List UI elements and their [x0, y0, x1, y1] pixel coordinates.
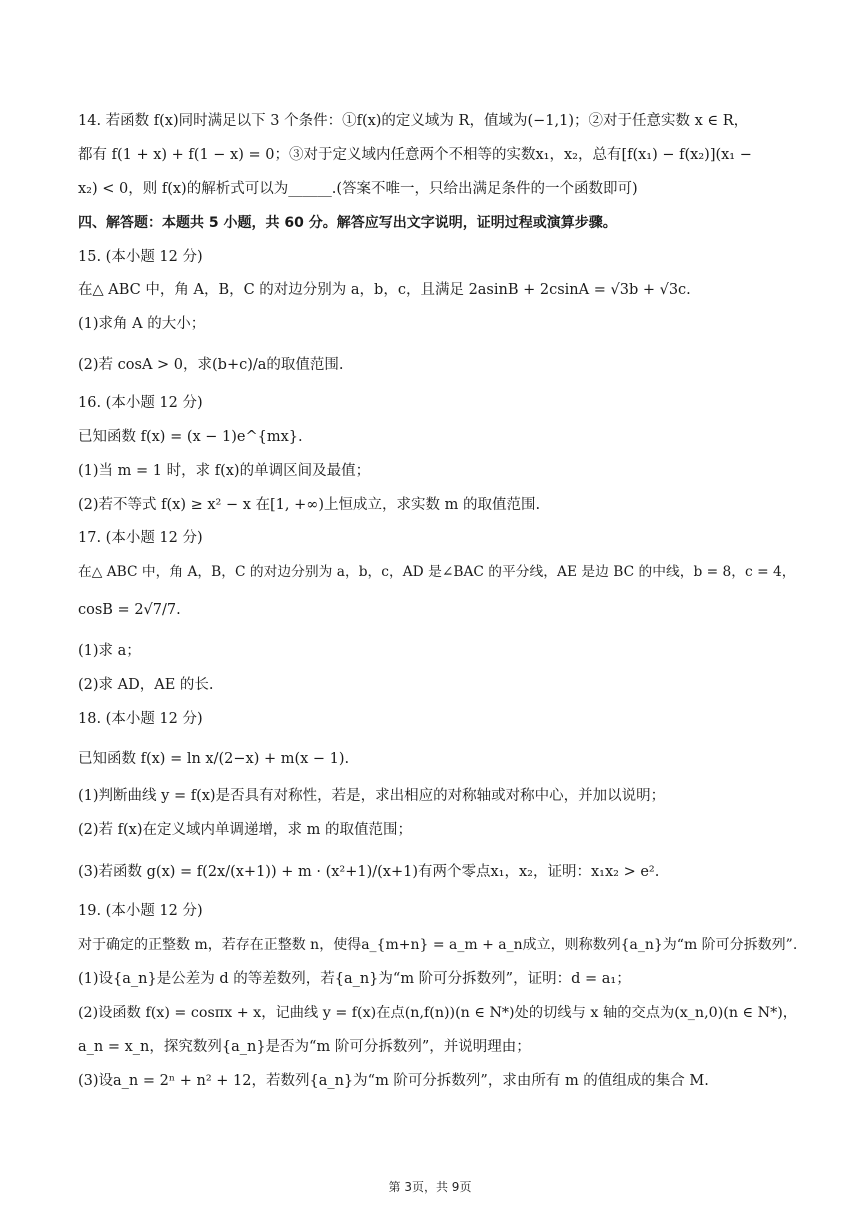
q19-part-1: (1)设{a_n}是公差为 d 的等差数列，若{a_n}为“m 阶可分拆数列”，证明：d = a₁；	[78, 971, 631, 987]
q19-stem: 对于确定的正整数 m，若存在正整数 n，使得a_{m+n} = a_m + a_n成立，则称数列{a_n}为“m 阶可分拆数列”.	[78, 937, 798, 953]
q18-stem: 已知函数 f(x) = ln x/(2−x) + m(x − 1).	[78, 751, 350, 767]
q19-part-2: (2)设函数 f(x) = cosπx + x，记曲线 y = f(x)在点(n,f(n))(n ∈ N*)处的切线与 x 轴的交点为(x_n,0)(n ∈ N*)，	[78, 1005, 798, 1021]
q15-part-1: (1)求角 A 的大小；	[78, 316, 206, 332]
q16-part-2: (2)若不等式 f(x) ≥ x² − x 在[1, +∞)上恒成立，求实数 m 的取值范围.	[78, 497, 541, 513]
q17-stem: 在△ ABC 中，角 A，B，C 的对边分别为 a，b，c，AD 是∠BAC 的平分线，AE 是边 BC 的中线，b = 8，c = 4，	[78, 564, 796, 580]
q19-header: 19. (本小题 12 分)	[78, 903, 203, 919]
q16-part-1: (1)当 m = 1 时，求 f(x)的单调区间及最值；	[78, 463, 371, 479]
q18-part-3: (3)若函数 g(x) = f(2x/(x+1)) + m · (x²+1)/(x+1)有两个零点x₁，x₂，证明：x₁x₂ > e².	[78, 864, 660, 880]
q17-part-1: (1)求 a；	[78, 643, 141, 659]
q19-part-3: (3)设a_n = 2ⁿ + n² + 12，若数列{a_n}为“m 阶可分拆数列”，求由所有 m 的值组成的集合 M.	[78, 1073, 709, 1089]
q17-stem-cont: cosB = 2√7/7.	[78, 602, 181, 618]
q14-line-3: x₂) < 0，则 f(x)的解析式可以为______.(答案不唯一，只给出满足条件的一个函数即可)	[78, 181, 638, 197]
q14-line-1: 14. 若函数 f(x)同时满足以下 3 个条件：①f(x)的定义域为 R，值域为(−1,1)；②对于任意实数 x ∈ R，	[78, 113, 749, 129]
page-footer: 第 3页，共 9页	[388, 1180, 472, 1194]
q19-part-2-cont: a_n = x_n，探究数列{a_n}是否为“m 阶可分拆数列”，并说明理由；	[78, 1039, 531, 1055]
q18-part-1: (1)判断曲线 y = f(x)是否具有对称性，若是，求出相应的对称轴或对称中心，并加以说明；	[78, 788, 666, 804]
q17-header: 17. (本小题 12 分)	[78, 530, 203, 546]
q18-header: 18. (本小题 12 分)	[78, 711, 203, 727]
q16-stem: 已知函数 f(x) = (x − 1)e^{mx}.	[78, 429, 303, 445]
q15-header: 15. (本小题 12 分)	[78, 249, 203, 265]
section-heading: 四、解答题：本题共 5 小题，共 60 分。解答应写出文字说明，证明过程或演算步骤。	[78, 215, 617, 231]
q15-stem: 在△ ABC 中，角 A，B，C 的对边分别为 a，b，c，且满足 2asinB + 2csinA = √3b + √3c.	[78, 282, 691, 298]
q17-part-2: (2)求 AD，AE 的长.	[78, 677, 214, 693]
q16-header: 16. (本小题 12 分)	[78, 395, 203, 411]
q15-part-2: (2)若 cosA > 0，求(b+c)/a的取值范围.	[78, 357, 344, 373]
q14-line-2: 都有 f(1 + x) + f(1 − x) = 0；③对于定义域内任意两个不相等的实数x₁，x₂，总有[f(x₁) − f(x₂)](x₁ −	[78, 147, 752, 163]
q18-part-2: (2)若 f(x)在定义域内单调递增，求 m 的取值范围；	[78, 822, 412, 838]
